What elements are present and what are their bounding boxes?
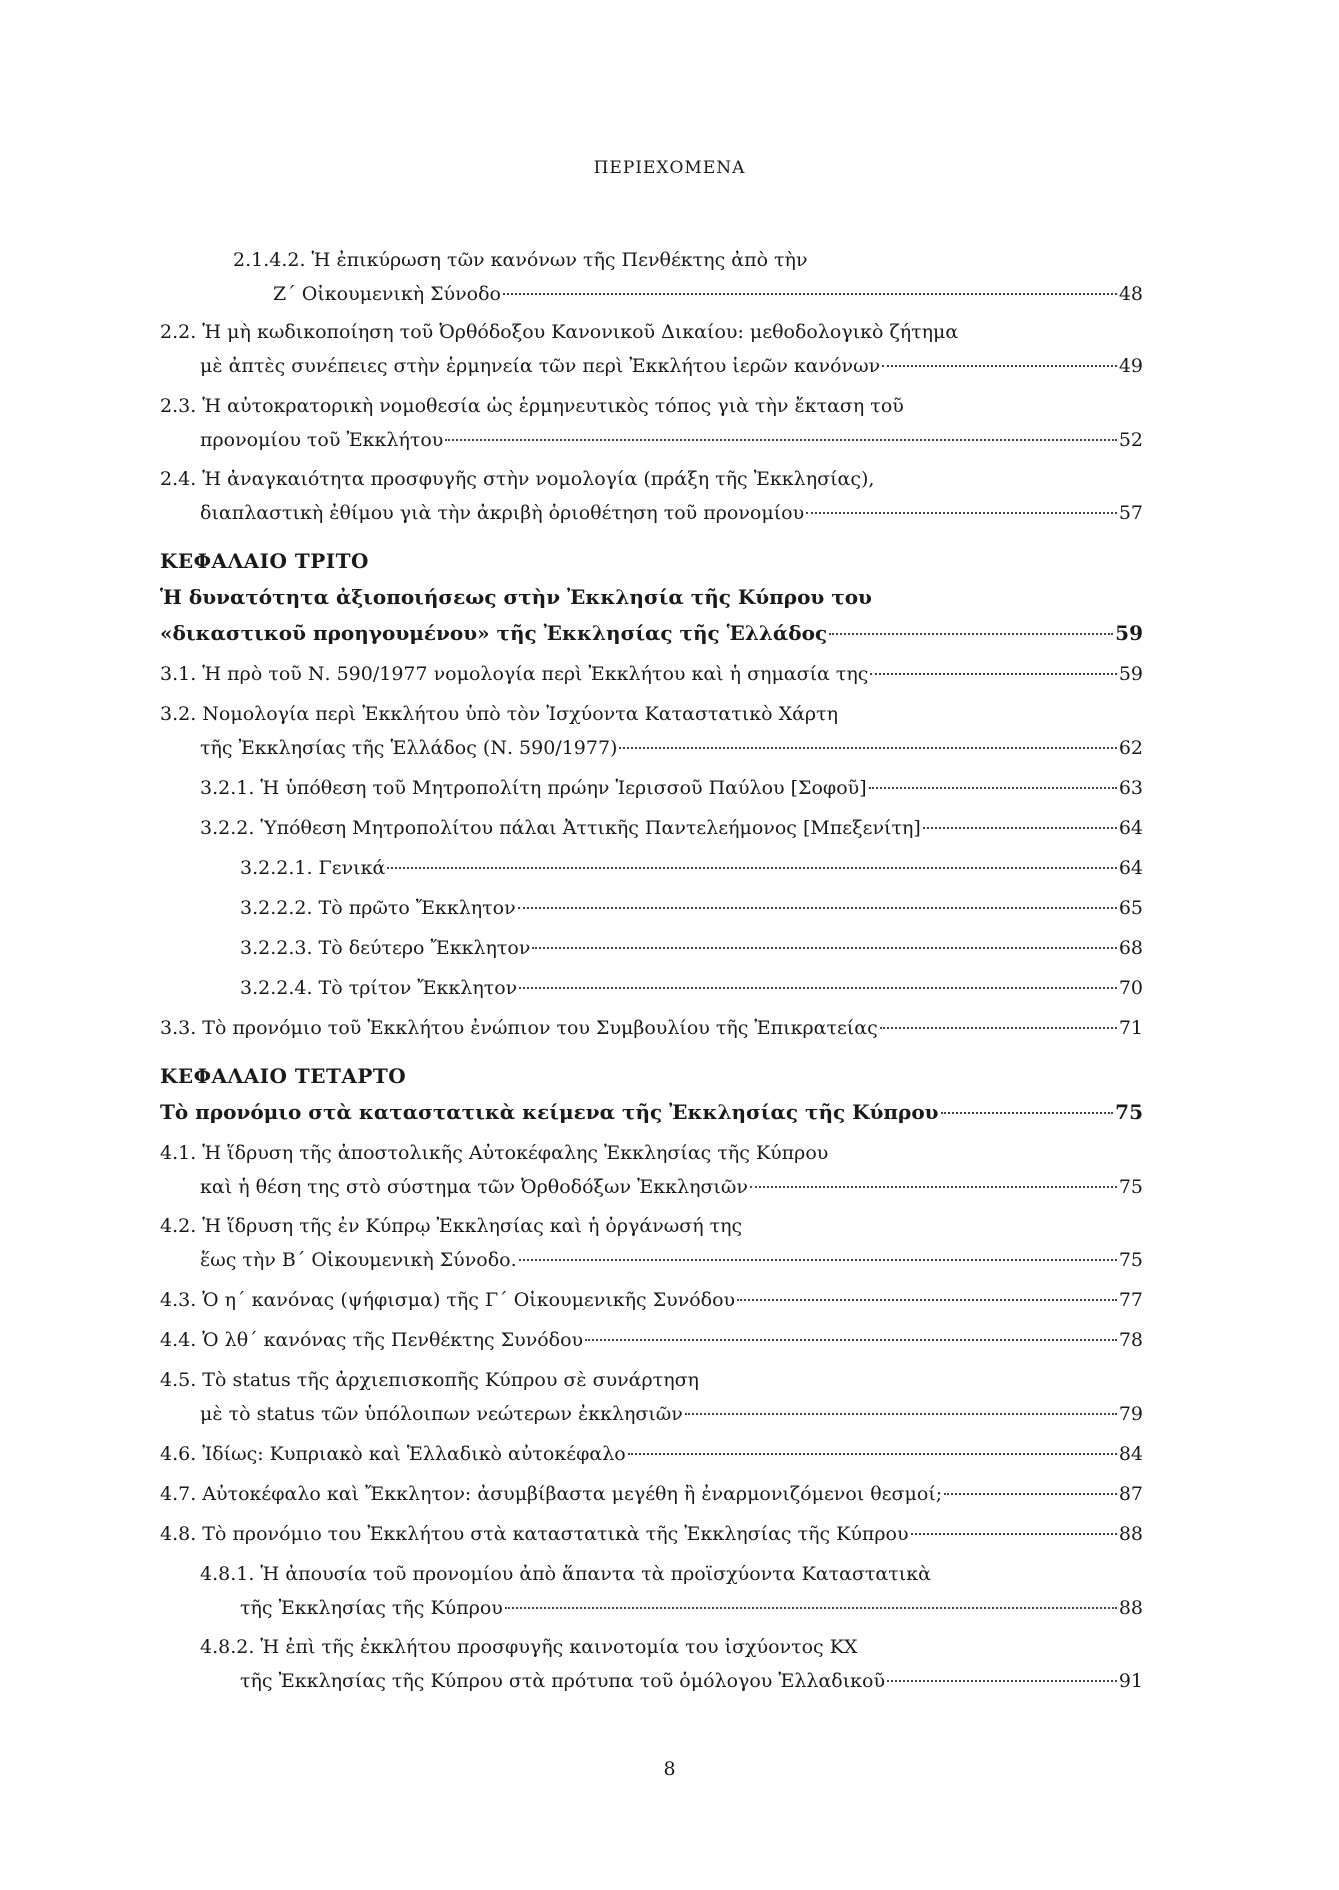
dot-leader — [944, 1493, 1117, 1495]
chapter-title-entry[interactable] — [160, 621, 1143, 645]
toc-entry-title: Τὸ προνόμιο στὰ καταστατικὰ κείμενα τῆς Ἐκκλησίας τῆς Κύπρου — [160, 1100, 939, 1124]
toc-entry-line: 4.1. Ἡ ἵδρυση τῆς ἀποστολικῆς Αὐτοκέφαλης Ἐκκλησίας τῆς Κύπρου — [160, 1142, 829, 1164]
dot-leader — [829, 633, 1113, 635]
toc-entry[interactable] — [240, 896, 1143, 920]
toc-page-number: 65 — [1118, 897, 1143, 919]
toc-entry-title: τῆς Ἐκκλησίας τῆς Κύπρου — [240, 1597, 503, 1619]
toc-entry-title: 4.4. Ὁ λθ΄ κανόνας τῆς Πενθέκτης Συνόδου — [160, 1329, 584, 1351]
running-head: ΠΕΡΙΕΧΟΜΕΝΑ — [593, 158, 746, 178]
toc-page-number: 71 — [1118, 1017, 1143, 1039]
toc-entry-title: 3.2.2.1. Γενικά — [240, 857, 386, 879]
toc-page-number: 75 — [1118, 1249, 1143, 1271]
toc-entry-line: 2.4. Ἡ ἀναγκαιότητα προσφυγῆς στὴν νομολογία (πράξη τῆς Ἐκκλησίας), — [160, 468, 875, 490]
toc-entry-title: 4.7. Αὐτοκέφαλο καὶ Ἔκκλητον: ἀσυμβίβαστα μεγέθη ἢ ἐναρμονιζόμενοι θεσμοί; — [160, 1483, 943, 1505]
toc-page-number: 48 — [1118, 283, 1143, 305]
toc-page-number: 77 — [1118, 1289, 1143, 1311]
dot-leader — [806, 512, 1117, 514]
toc-entry[interactable] — [160, 662, 1143, 686]
dot-leader — [941, 1112, 1114, 1114]
toc-entry-line: 2.1.4.2. Ἡ ἐπικύρωση τῶν κανόνων τῆς Πενθέκτης ἀπὸ τὴν — [233, 249, 808, 271]
chapter-label: ΚΕΦΑΛΑΙΟ ΤΕΤΑΡΤΟ — [160, 1064, 407, 1088]
toc-entry-title: 3.2.2.4. Τὸ τρίτον Ἔκκλητον — [240, 977, 518, 999]
toc-entry[interactable] — [240, 976, 1143, 1000]
chapter-title-line: Ἡ δυνατότητα ἀξιοποιήσεως στὴν Ἐκκλησία τῆς Κύπρου του — [160, 585, 872, 609]
toc-entry[interactable] — [200, 354, 1143, 378]
toc-entry-title: τῆς Ἐκκλησίας τῆς Ἑλλάδος (Ν. 590/1977) — [200, 737, 618, 759]
dot-leader — [737, 1299, 1117, 1301]
toc-page-number: 64 — [1118, 857, 1143, 879]
dot-leader — [519, 1259, 1117, 1261]
toc-entry-line: 4.8.1. Ἡ ἀπουσία τοῦ προνομίου ἀπὸ ἅπαντα τὰ προϊσχύοντα Καταστατικὰ — [200, 1563, 931, 1585]
toc-entry[interactable] — [200, 1248, 1143, 1272]
toc-page-number: 52 — [1118, 429, 1143, 451]
toc-page-number: 88 — [1118, 1597, 1143, 1619]
toc-entry[interactable] — [200, 736, 1143, 760]
dot-leader — [880, 1027, 1117, 1029]
page-number: 8 — [663, 1758, 676, 1780]
toc-entry[interactable] — [200, 816, 1143, 840]
toc-page-number: 84 — [1118, 1443, 1143, 1465]
toc-entry-title: 3.2.2.3. Τὸ δεύτερο Ἔκκλητον — [240, 937, 531, 959]
toc-entry-line: 3.2. Νομολογία περὶ Ἐκκλήτου ὑπὸ τὸν Ἰσχύοντα Καταστατικὸ Χάρτη — [160, 703, 838, 725]
toc-page-number: 75 — [1115, 1100, 1143, 1124]
toc-page-number: 88 — [1118, 1523, 1143, 1545]
toc-entry-line: 2.3. Ἡ αὐτοκρατορικὴ νομοθεσία ὡς ἑρμηνευτικὸς τόπος γιὰ τὴν ἔκταση τοῦ — [160, 395, 904, 417]
toc-page-number: 79 — [1118, 1403, 1143, 1425]
dot-leader — [882, 365, 1117, 367]
toc-entry[interactable] — [200, 501, 1143, 525]
toc-entry-title: τῆς Ἐκκλησίας τῆς Κύπρου στὰ πρότυπα τοῦ ὁμόλογου Ἑλλαδικοῦ — [240, 1670, 886, 1692]
toc-entry-title: διαπλαστικὴ ἐθίμου γιὰ τὴν ἀκριβὴ ὁριοθέτηση τοῦ προνομίου — [200, 502, 805, 524]
toc-entry-line: 4.2. Ἡ ἵδρυση τῆς ἐν Κύπρῳ Ἐκκλησίας καὶ ἡ ὀργάνωσή της — [160, 1215, 743, 1237]
toc-page-number: 59 — [1115, 621, 1143, 645]
dot-leader — [628, 1453, 1117, 1455]
dot-leader — [911, 1533, 1117, 1535]
toc-entry[interactable] — [160, 1328, 1143, 1352]
dot-leader — [923, 827, 1117, 829]
dot-leader — [519, 987, 1117, 989]
dot-leader — [387, 867, 1117, 869]
toc-entry-title: μὲ τὸ status τῶν ὑπόλοιπων νεώτερων ἐκκλησιῶν — [200, 1403, 683, 1425]
toc-entry[interactable] — [200, 1402, 1143, 1426]
toc-page-number: 87 — [1118, 1483, 1143, 1505]
toc-entry[interactable] — [240, 856, 1143, 880]
toc-entry[interactable] — [160, 1442, 1143, 1466]
toc-entry[interactable] — [200, 776, 1143, 800]
dot-leader — [518, 907, 1117, 909]
toc-entry-title: ἕως τὴν Β΄ Οἰκουμενικὴ Σύνοδο. — [200, 1249, 517, 1271]
dot-leader — [532, 947, 1116, 949]
toc-entry-title: 4.3. Ὁ η΄ κανόνας (ψήφισμα) τῆς Γ΄ Οἰκουμενικῆς Συνόδου — [160, 1289, 736, 1311]
toc-page-number: 57 — [1118, 502, 1143, 524]
toc-entry-title: καὶ ἡ θέση της στὸ σύστημα τῶν Ὀρθοδόξων Ἐκκλησιῶν — [200, 1176, 748, 1198]
toc-page-number: 68 — [1118, 937, 1143, 959]
dot-leader — [585, 1339, 1117, 1341]
toc-entry-title: προνομίου τοῦ Ἐκκλήτου — [200, 429, 444, 451]
toc-page-number: 75 — [1118, 1176, 1143, 1198]
toc-entry[interactable] — [160, 1016, 1143, 1040]
toc-page-number: 49 — [1118, 355, 1143, 377]
toc-page-number: 91 — [1118, 1670, 1143, 1692]
toc-entry-title: 4.8. Τὸ προνόμιο του Ἐκκλήτου στὰ καταστατικὰ τῆς Ἐκκλησίας τῆς Κύπρου — [160, 1523, 909, 1545]
toc-entry[interactable] — [160, 1288, 1143, 1312]
toc-entry[interactable] — [240, 936, 1143, 960]
toc-entry[interactable] — [200, 1175, 1143, 1199]
toc-entry[interactable] — [240, 1669, 1143, 1693]
toc-entry-title: 3.2.2. Ὑπόθεση Μητροπολίτου πάλαι Ἀττικῆς Παντελεήμονος [Μπεξενίτη] — [200, 817, 921, 839]
toc-page-number: 78 — [1118, 1329, 1143, 1351]
dot-leader — [445, 439, 1116, 441]
toc-entry[interactable] — [200, 428, 1143, 452]
chapter-title-entry[interactable] — [160, 1100, 1143, 1124]
toc-entry-title: Ζ΄ Οἰκουμενικὴ Σύνοδο — [273, 283, 501, 305]
toc-entry-title: «δικαστικοῦ προηγουμένου» τῆς Ἐκκλησίας τῆς Ἑλλάδος — [160, 621, 828, 645]
toc-entry[interactable] — [160, 1522, 1143, 1546]
toc-entry-title: μὲ ἀπτὲς συνέπειες στὴν ἑρμηνεία τῶν περὶ Ἐκκλήτου ἱερῶν κανόνων — [200, 355, 881, 377]
toc-page-number: 70 — [1118, 977, 1143, 999]
toc-entry-line: 4.5. Τὸ status τῆς ἀρχιεπισκοπῆς Κύπρου σὲ συνάρτηση — [160, 1369, 699, 1391]
toc-entry-title: 3.2.1. Ἡ ὑπόθεση τοῦ Μητροπολίτη πρώην Ἱερισσοῦ Παύλου [Σοφοῦ] — [200, 777, 867, 799]
toc-entry-title: 3.2.2.2. Τὸ πρῶτο Ἔκκλητον — [240, 897, 516, 919]
dot-leader — [887, 1680, 1117, 1682]
toc-entry-title: 4.6. Ἰδίως: Κυπριακὸ καὶ Ἑλλαδικὸ αὐτοκέφαλο — [160, 1443, 626, 1465]
toc-page-number: 63 — [1118, 777, 1143, 799]
dot-leader — [869, 787, 1117, 789]
dot-leader — [503, 293, 1117, 295]
toc-page-number: 62 — [1118, 737, 1143, 759]
toc-entry-line: 4.8.2. Ἡ ἐπὶ τῆς ἐκκλήτου προσφυγῆς καινοτομία του ἰσχύοντος ΚΧ — [200, 1636, 858, 1658]
chapter-label: ΚΕΦΑΛΑΙΟ ΤΡΙΤΟ — [160, 549, 369, 573]
dot-leader — [870, 673, 1116, 675]
dot-leader — [685, 1413, 1117, 1415]
dot-leader — [619, 747, 1116, 749]
dot-leader — [505, 1607, 1117, 1609]
toc-entry[interactable] — [160, 1482, 1143, 1506]
toc-page-number: 64 — [1118, 817, 1143, 839]
dot-leader — [750, 1186, 1117, 1188]
toc-entry[interactable] — [273, 282, 1143, 306]
toc-entry[interactable] — [240, 1596, 1143, 1620]
toc-entry-line: 2.2. Ἡ μὴ κωδικοποίηση τοῦ Ὀρθόδοξου Κανονικοῦ Δικαίου: μεθοδολογικὸ ζήτημα — [160, 321, 959, 343]
toc-entry-title: 3.1. Ἡ πρὸ τοῦ Ν. 590/1977 νομολογία περὶ Ἐκκλήτου καὶ ἡ σημασία της — [160, 663, 869, 685]
toc-page-number: 59 — [1118, 663, 1143, 685]
toc-entry-title: 3.3. Τὸ προνόμιο τοῦ Ἐκκλήτου ἐνώπιον του Συμβουλίου τῆς Ἐπικρατείας — [160, 1017, 878, 1039]
